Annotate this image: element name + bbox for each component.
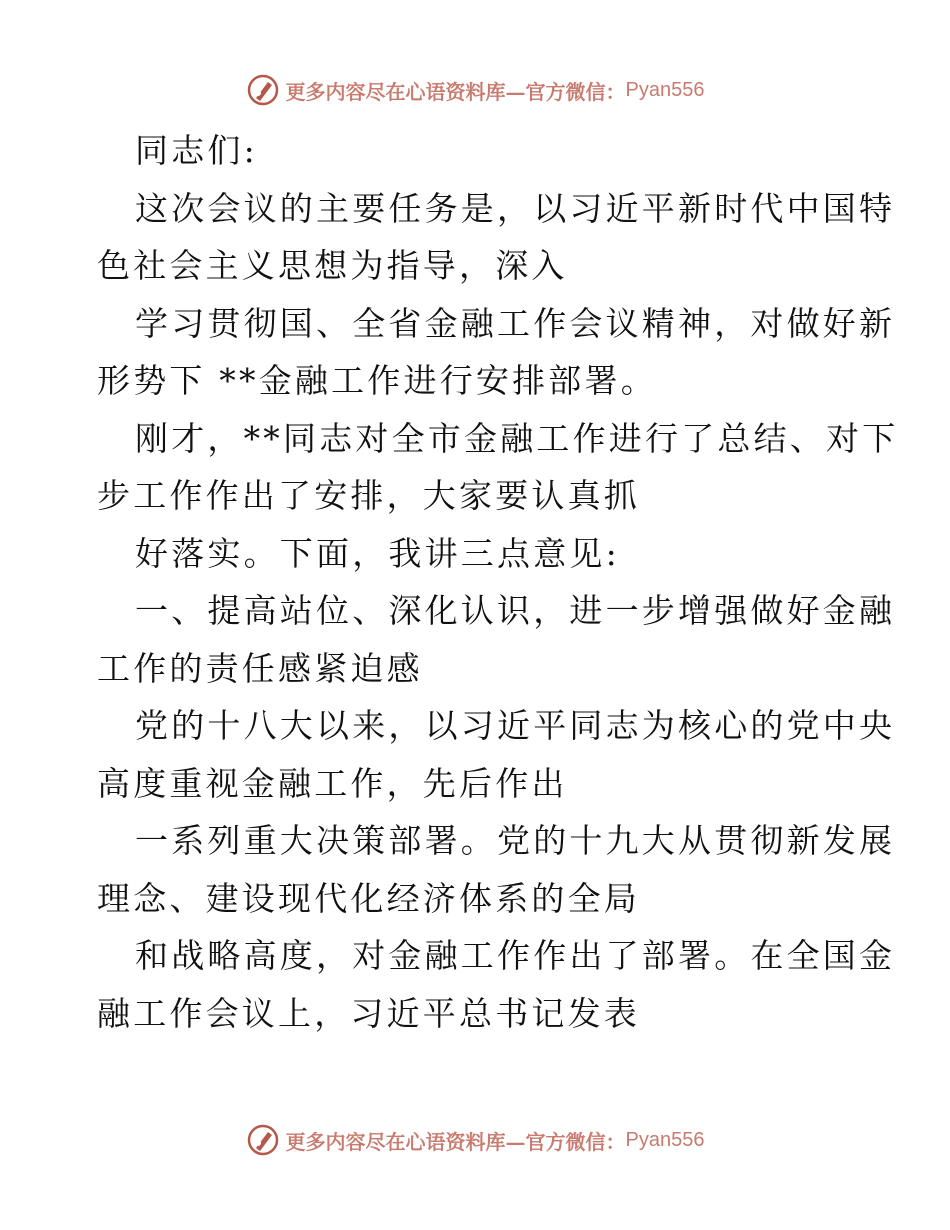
text-line: 好落实。下面，我讲三点意见: bbox=[135, 533, 620, 573]
section-heading-line: 一、提高站位、深化认识，进一步增强做好金融 bbox=[135, 591, 896, 630]
text-line: 同志们: bbox=[135, 131, 258, 170]
watermark-wechat-id: Pyan556 bbox=[625, 1128, 705, 1151]
text-line: 和战略高度，对金融工作作出了部署。在全国金 bbox=[135, 936, 896, 975]
text-line: 步工作作出了安排，大家要认真抓 bbox=[97, 476, 640, 515]
text-line: 高度重视金融工作，先后作出 bbox=[97, 763, 568, 803]
watermark-wechat-id: Pyan556 bbox=[625, 78, 705, 101]
text-line: 这次会议的主要任务是，以习近平新时代中国特 bbox=[135, 188, 896, 228]
watermark-text: 更多内容尽在心语资料库—官方微信： bbox=[285, 79, 626, 104]
text-line: 色社会主义思想为指导，深入 bbox=[97, 246, 568, 285]
pen-logo-icon bbox=[246, 1123, 280, 1157]
text-line: 融工作会议上，习近平总书记发表 bbox=[97, 993, 640, 1033]
footer-watermark bbox=[0, 1120, 950, 1160]
text-line: 形势下 **金融工作进行安排部署。 bbox=[97, 361, 657, 400]
text-line: 党的十八大以来，以习近平同志为核心的党中央 bbox=[135, 706, 896, 745]
watermark-text: 更多内容尽在心语资料库—官方微信： bbox=[285, 1129, 626, 1154]
document-body bbox=[97, 122, 899, 1042]
section-heading-line: 工作的责任感紧迫感 bbox=[97, 648, 423, 688]
header-watermark bbox=[0, 70, 950, 110]
text-line: 理念、建设现代化经济体系的全局 bbox=[97, 878, 640, 918]
text-line: 学习贯彻国、全省金融工作会议精神，对做好新 bbox=[135, 303, 896, 343]
text-line: 一系列重大决策部署。党的十九大从贯彻新发展 bbox=[135, 821, 896, 860]
text-line: 刚才，**同志对全市金融工作进行了总结、对下 bbox=[135, 418, 899, 458]
pen-logo-icon bbox=[246, 73, 280, 107]
